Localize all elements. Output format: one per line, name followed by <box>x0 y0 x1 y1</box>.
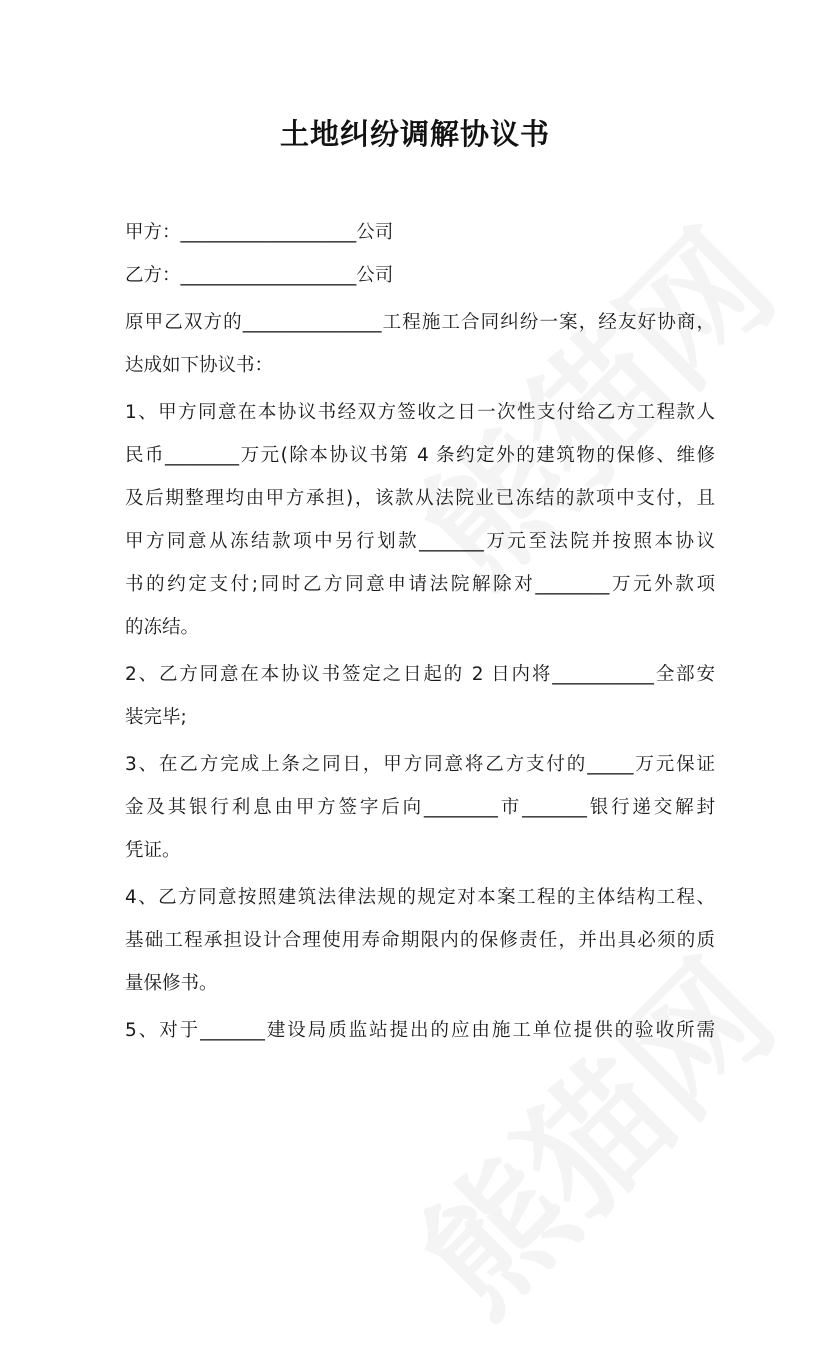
paragraph-line: 达成如下协议书： <box>125 355 274 376</box>
paragraph-line: 甲方同意从冻结款项中另行划款_______万元至法院并按照本协议 <box>125 531 715 552</box>
paragraph-line: 甲方：___________________公司 <box>125 222 394 243</box>
paragraph-line: 5、对于_______建设局质监站提出的应由施工单位提供的验收所需 <box>125 1020 715 1041</box>
paragraph-line: 民币________万元(除本协议书第 4 条约定外的建筑物的保修、维修 <box>125 445 715 466</box>
paragraph-line: 3、在乙方完成上条之同日，甲方同意将乙方支付的_____万元保证 <box>125 754 715 775</box>
paragraph-line: 2、乙方同意在本协议书签定之日起的 2 日内将___________全部安 <box>125 664 715 685</box>
paragraph-line: 1、甲方同意在本协议书经双方签收之日一次性支付给乙方工程款人 <box>125 402 715 423</box>
paragraph-line: 凭证。 <box>125 840 181 861</box>
paragraph-line: 原甲乙双方的_______________工程施工合同纠纷一案，经友好协商， <box>125 312 715 333</box>
paragraph-line: 量保修书。 <box>125 973 218 994</box>
paragraph-line: 4、乙方同意按照建筑法律法规的规定对本案工程的主体结构工程、 <box>125 887 715 908</box>
paragraph-line: 基础工程承担设计合理使用寿命期限内的保修责任，并出具必须的质 <box>125 930 715 951</box>
paragraph-line: 及后期整理均由甲方承担)，该款从法院业已冻结的款项中支付，且 <box>125 488 715 509</box>
paragraph-line: 金及其银行利息由甲方签字后向________市_______银行递交解封 <box>125 797 715 818</box>
paragraph-line: 乙方：___________________公司 <box>125 265 394 286</box>
document-title: 土地纠纷调解协议书 <box>279 117 550 151</box>
paragraph-line: 书的约定支付;同时乙方同意申请法院解除对________万元外款项 <box>125 574 715 595</box>
paragraph-line: 的冻结。 <box>125 617 200 638</box>
paragraph-line: 装完毕; <box>125 707 187 728</box>
